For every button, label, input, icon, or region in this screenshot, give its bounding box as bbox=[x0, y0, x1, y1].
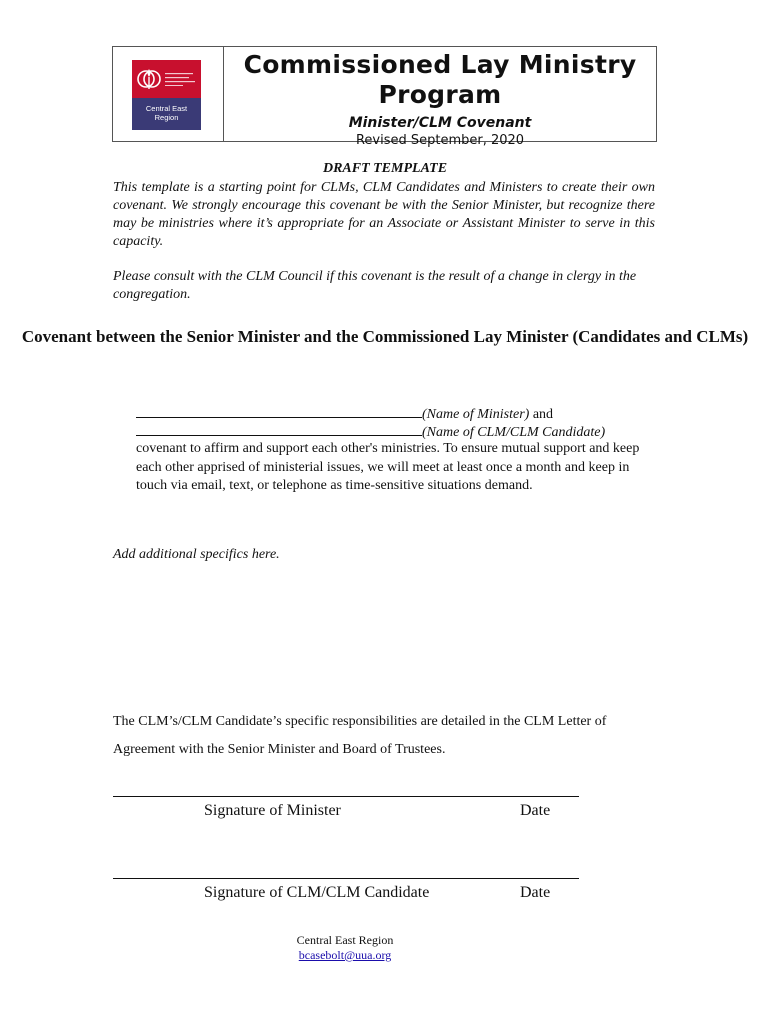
clm-date-label: Date bbox=[520, 884, 551, 901]
clm-name-blank[interactable] bbox=[136, 422, 422, 436]
header-box bbox=[112, 46, 657, 148]
footer-email-link[interactable]: bcasebolt@uua.org bbox=[298, 948, 392, 962]
title-cell bbox=[224, 47, 656, 148]
responsibilities-text: The CLM’s/CLM Candidate’s specific responsibilities are detailed in the CLM Letter of Agreement with the Senior Minister and Board of Trustees. bbox=[113, 714, 607, 757]
draft-paragraph-1: This template is a starting point for CLMs, CLM Candidates and Ministers to create their own covenant. We strongly encourage this covenant be with the Senior Minister, but recognize there may be ministries where it’s appropriate for an Associate or Assistant Minister to serve in this capacity. bbox=[113, 180, 655, 249]
clm-name-label: (Name of CLM/CLM Candidate) bbox=[422, 425, 606, 440]
clm-name-field[interactable] bbox=[136, 422, 605, 442]
draft-heading: DRAFT TEMPLATE bbox=[322, 161, 448, 176]
clm-signature-label: Signature of CLM/CLM Candidate bbox=[204, 884, 430, 901]
clm-signature-line[interactable] bbox=[113, 878, 579, 879]
minister-signature-line[interactable] bbox=[113, 796, 579, 797]
minister-name-field[interactable] bbox=[136, 404, 553, 424]
logo-cell bbox=[113, 47, 224, 141]
uua-logo bbox=[132, 60, 201, 130]
and-text: and bbox=[529, 407, 554, 422]
logo-region-text bbox=[132, 98, 201, 130]
minister-name-blank[interactable] bbox=[136, 404, 422, 418]
logo-text-line1: Central East bbox=[145, 104, 188, 113]
document-subtitle: Minister/CLM Covenant bbox=[348, 115, 532, 131]
logo-chalice-icon bbox=[132, 60, 201, 98]
footer-region: Central East Region bbox=[296, 933, 394, 947]
additional-specifics[interactable]: Add additional specifics here. bbox=[113, 547, 280, 562]
logo-text-line2: Region bbox=[154, 113, 179, 122]
minister-date-label: Date bbox=[520, 802, 551, 819]
covenant-heading: Covenant between the Senior Minister and the Commissioned Lay Minister (Candidates and CLMs) bbox=[21, 327, 749, 346]
document-title: Commissioned Lay Ministry Program bbox=[243, 50, 637, 109]
revised-date: Revised September, 2020 bbox=[355, 133, 525, 148]
footer bbox=[0, 933, 690, 963]
minister-signature-label: Signature of Minister bbox=[204, 802, 341, 819]
minister-name-label: (Name of Minister) bbox=[422, 407, 530, 422]
draft-paragraph-2: Please consult with the CLM Council if this covenant is the result of a change in clergy in the congregation. bbox=[113, 269, 637, 302]
covenant-body: covenant to affirm and support each other's ministries. To ensure mutual support and keep each other apprised of ministerial issues, we will meet at least once a month and keep in touch via email, text, or telephone as time-sensitive situations demand. bbox=[136, 441, 640, 493]
